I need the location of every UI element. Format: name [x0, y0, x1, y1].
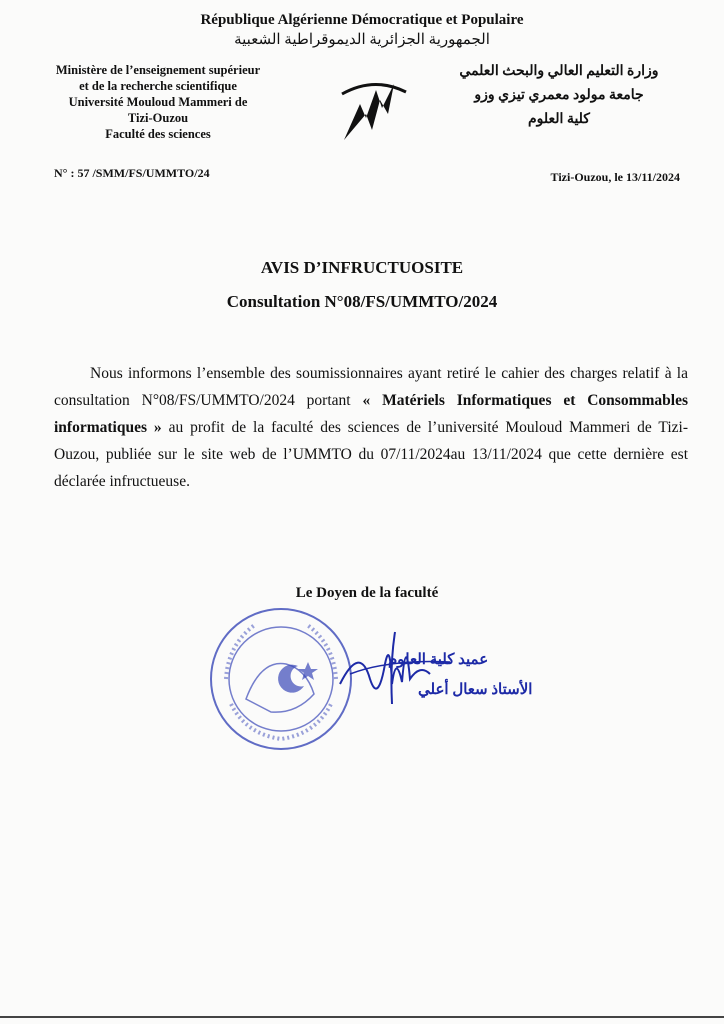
body-text-1: Nous informons l’ensemble des soumissionnaires ayant retiré le cahier des charges relatif à la consultation N°08/FS/UMMTO/2024 portant	[54, 365, 688, 409]
university-logo-icon	[338, 74, 410, 146]
notice-body	[54, 360, 688, 495]
ministry-line-2: et de la recherche scientifique	[79, 79, 237, 93]
faculty-ar: كلية العلوم	[528, 112, 590, 127]
document-date: Tizi-Ouzou, le 13/11/2024	[550, 170, 680, 184]
republic-title-fr: République Algérienne Démocratique et Populaire	[200, 12, 524, 28]
page-bottom-edge	[0, 1016, 724, 1018]
handwritten-signature-icon	[330, 624, 540, 714]
institution-block-fr	[18, 62, 298, 142]
body-text-2: au profit de la faculté des sciences de l’université Mouloud Mammeri de Tizi-Ouzou, publiée sur le site web de l’UMMTO du 07/11/2024au 13/11/2024 que cette dernière est déclarée infructueuse.	[54, 419, 689, 490]
body-text-bold: « Matériels Informatiques et Consommables informatiques »	[54, 392, 688, 436]
signatory-function-ar: عميد كلية العلوم	[388, 652, 489, 668]
reference-number: N° : 57 /SMM/FS/UMMTO/24	[54, 166, 210, 180]
university-ar: جامعة مولود معمري تيزي وزو	[474, 88, 644, 103]
ministry-ar: وزارة التعليم العالي والبحث العلمي	[459, 64, 659, 79]
ministry-line-1: Ministère de l’enseignement supérieur	[55, 63, 261, 77]
university-line-1: Université Mouloud Mammeri de	[68, 95, 248, 109]
university-line-2: Tizi-Ouzou	[127, 111, 189, 125]
institution-block-ar	[434, 60, 684, 132]
faculty-line: Faculté des sciences	[105, 127, 211, 141]
signatory-name-ar: الأستاذ سعال أعلي	[418, 682, 533, 698]
signatory-title: Le Doyen de la faculté	[295, 585, 439, 601]
notice-title: AVIS D’INFRUCTUOSITE	[260, 258, 464, 277]
consultation-title: Consultation N°08/FS/UMMTO/2024	[226, 292, 498, 311]
republic-title-ar: الجمهورية الجزائرية الديموقراطية الشعبية	[234, 32, 490, 48]
